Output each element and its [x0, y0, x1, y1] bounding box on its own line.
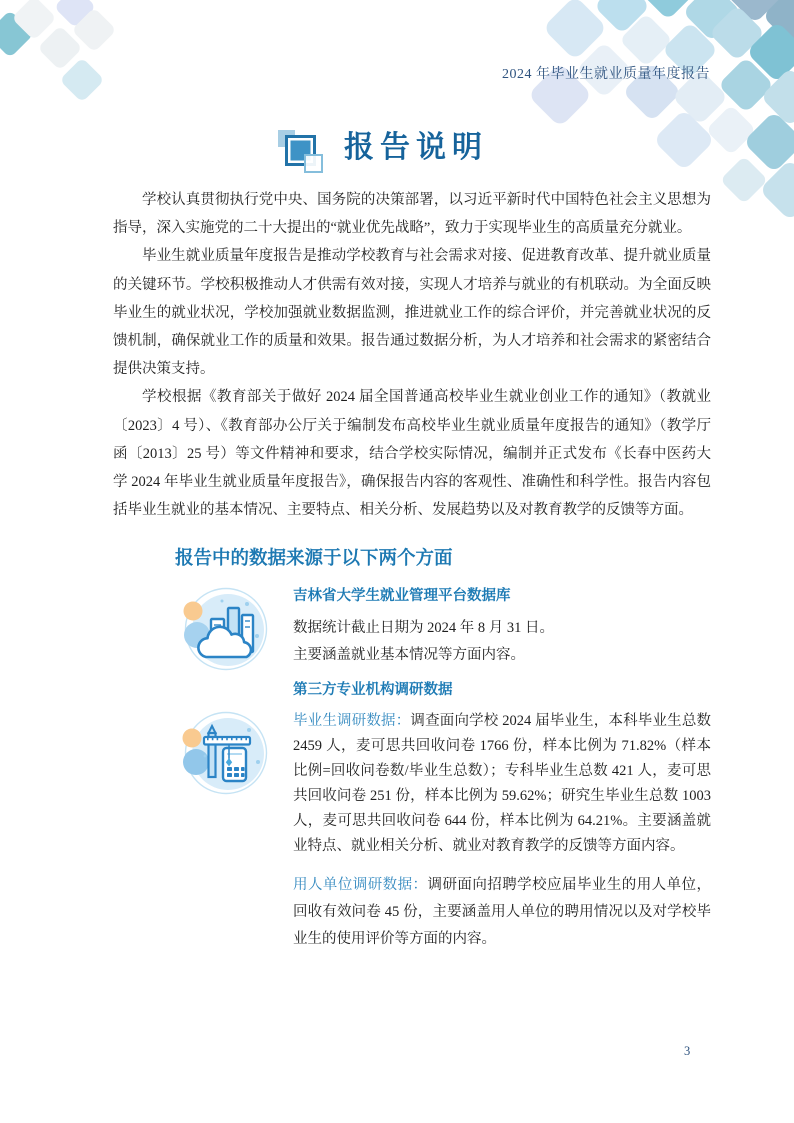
third-party-icon-column: [113, 680, 293, 798]
platform-icon-column: [113, 586, 293, 674]
chapter-title-row: [278, 128, 488, 180]
platform-line-1: 数据统计截止日期为 2024 年 8 月 31 日。: [293, 620, 554, 636]
third-party-title: 第三方专业机构调研数据: [293, 682, 453, 698]
decor-tile: [720, 156, 768, 204]
employer-survey-text: 调研面向招聘学校应届毕业生的用人单位，回收有效问卷 45 份，主要涵盖用人单位的聘用情况以及对学校毕业生的使用评价等方面的内容。: [293, 877, 711, 947]
intro-section: [113, 186, 711, 524]
page-number: 3: [684, 1044, 691, 1058]
data-sources-section: [113, 546, 711, 953]
data-source-third-party: [113, 680, 711, 953]
square-front: [304, 154, 323, 173]
page-title: 报告说明: [344, 131, 488, 164]
graduate-survey-paragraph: [293, 709, 711, 859]
data-source-platform: [113, 586, 711, 674]
running-header: 2024 年毕业生就业质量年度报告: [502, 67, 710, 82]
third-party-content: [293, 680, 711, 953]
platform-content: [293, 586, 711, 668]
intro-paragraph-1: 学校认真贯彻执行党中央、国务院的决策部署，以习近平新时代中国特色社会主义思想为指导，深入实施党的二十大提出的“就业优先战略”，致力于实现毕业生的高质量充分就业。: [113, 192, 711, 237]
survey-tools-icon: [179, 710, 271, 798]
overlapping-squares-icon: [278, 128, 328, 180]
employer-survey-label: 用人单位调研数据：: [293, 877, 428, 893]
city-cloud-icon: [179, 586, 271, 674]
intro-paragraph-3: 学校根据《教育部关于做好 2024 届全国普通高校毕业生就业创业工作的通知》（教就业〔2023〕4 号）、《教育部办公厅关于编制发布高校毕业生就业质量年度报告的通知》（教学厅函〔2013〕25 号）等文件精神和要求，结合学校实际情况，编制并正式发布《长春中医药大学 2024 年毕业生就业质量年度报告》，确保报告内容的客观性、准确性和科学性。报告内容包括毕业生就业的基本情况、主要特点、相关分析、发展趋势以及对教育教学的反馈等方面。: [113, 389, 711, 519]
employer-survey-paragraph: [293, 872, 711, 953]
platform-title: 吉林省大学生就业管理平台数据库: [293, 588, 511, 604]
data-sources-heading: 报告中的数据来源于以下两个方面: [175, 549, 453, 569]
platform-line-2: 主要涵盖就业基本情况等方面内容。: [293, 646, 525, 663]
intro-paragraph-2: 毕业生就业质量年度报告是推动学校教育与社会需求对接、促进教育改革、提升就业质量的关键环节。学校积极推动人才供需有效对接，实现人才培养与就业的有机联动。为全面反映毕业生的就业状况，学校加强就业数据监测，推进就业工作的综合评价，并完善就业状况的反馈机制，确保就业工作的质量和效果。报告通过数据分析，为人才培养和社会需求的紧密结合提供决策支持。: [113, 248, 711, 378]
graduate-survey-text: 调查面向学校 2024 届毕业生，本科毕业生总数 2459 人，麦可思共回收问卷 1766 份，样本比例为 71.82%（样本比例=回收问卷数/毕业生总数）；专科毕业生总数 421 人，麦可思共回收问卷 251 份，样本比例为 59.62%；研究生毕业生总数 1003 人，麦可思共回收问卷 644 份，样本比例为 64.21%。主要涵盖就业特点、就业相关分析、就业对教育教学的反馈等方面内容。: [293, 713, 712, 854]
graduate-survey-label: 毕业生调研数据：: [293, 713, 411, 729]
